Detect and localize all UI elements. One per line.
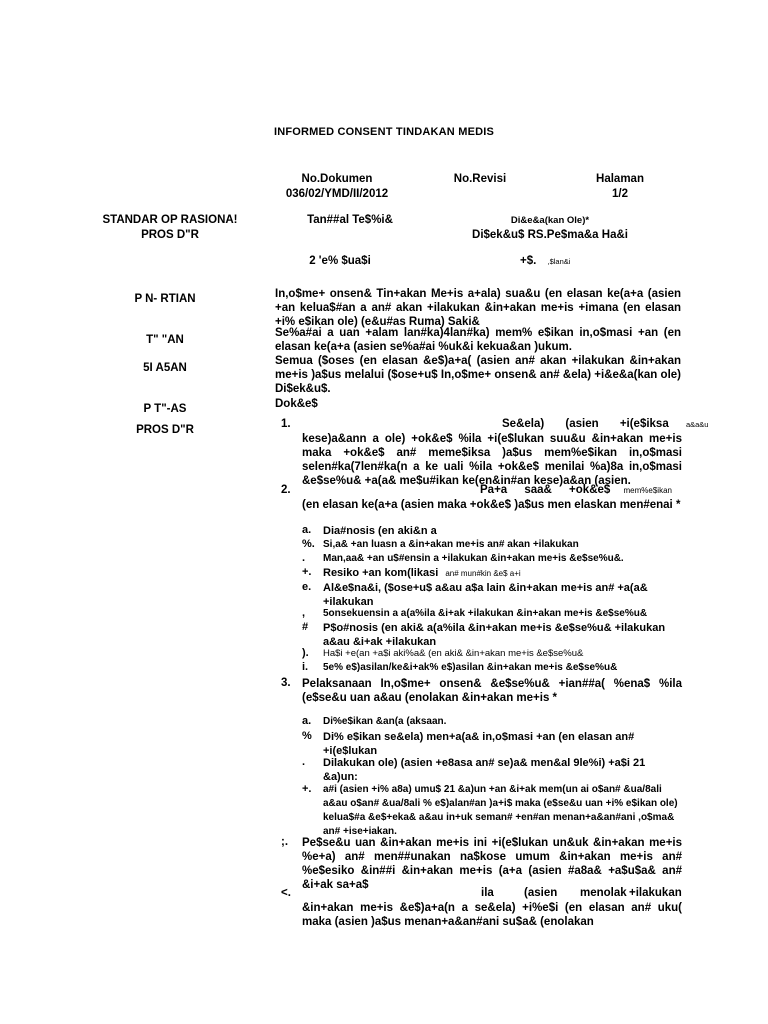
row3-right — [520, 254, 600, 269]
item2-sub-text: Si,a& +an luasn a &in+akan me+is an# akan +ilakukan — [323, 539, 579, 550]
item1-text: kese)a&ann a ole) +ok&e$ %ila +i(e$lukan suu&u &in+akan me+is maka +ok&e$ an# meme$iksa )a$us mem%e$ikan in,o$masi selen#ka(7len#ka(n a ke uali %ila +ok&e$ menilai %a)8a in,o$masi &e$se%u& +a(a& me$u#ikan ke(en&in#an kese)a&an (asien. — [302, 433, 682, 487]
item5-number: <. — [281, 887, 291, 899]
standar-label-line2: PROS D"R — [141, 229, 199, 241]
item3-sub-text: Dilakukan ole) (asien +e8asa an# se)a& men&al 9le%i) +a$i 21 &a)un: — [323, 757, 646, 783]
section-label-tujuan: T" "AN — [146, 334, 184, 346]
item3-number: 3. — [281, 677, 291, 689]
item5-head-left: ila — [481, 887, 494, 899]
item3-sub-mark: . — [302, 756, 306, 768]
section-text-tujuan: Se%a#ai a uan +alam lan#ka)4lan#ka) mem% e$ikan in,o$masi +an (en elasan ke(a+a (asien se%a#ai %uk&i kekua&an )ukum. — [275, 327, 681, 353]
standar-label — [85, 213, 255, 243]
halaman-value: 1/2 — [612, 188, 628, 200]
item3-sub-mark: +. — [302, 783, 312, 795]
item3-sub-text: Di% e$ikan se&ela) men+a(a& in,o$masi +an (en elasan an# +i(e$lukan — [323, 731, 635, 757]
item2-sub-text-small: an# mun#kin &e$ a+i — [445, 569, 521, 578]
row3-left: 2 'e% $ua$i — [309, 255, 371, 267]
item5-head-right2: +ilakukan — [629, 887, 682, 899]
item1-head-small: a&a&u — [685, 420, 709, 429]
item3-sub-mark: a. — [302, 715, 312, 727]
section-text-petugas: Dok&e$ — [275, 398, 318, 410]
no-dokumen-label: No.Dokumen — [301, 173, 373, 185]
item3-sub-text: a#i (asien +i% a8a) umu$ 21 &a)un +an &i+ak mem(un ai o$an# &ua/8ali a&au o$an# &ua/8ali % e$)alan#an )a+i$ maka (e$se&u uan +i% e$ikan ole) kelua$#a &e$+eka& a&au in+uk seman# +en#an menan+a&an#ani ,o$ma& an# +ise+iakan. — [323, 784, 678, 837]
halaman-block — [580, 172, 660, 202]
section-text-kebijakan: Semua ($oses (en elasan &e$)a+a( (asien an# akan +ilakukan &in+akan me+is )a$us melalui ($ose+u$ In,o$me+ onsen& an# &ela) +i&e&a(kan ole) Di$ek&u$. — [275, 355, 681, 395]
item2-sub-text: Al&e$na&i, ($ose+u$ a&au a$a lain &in+akan me+is an# +a(a& +ilakukan — [323, 582, 648, 608]
item2-sub-text: 5e% e$)asilan/ke&i+ak% e$)asilan &in+akan me+is &e$se%u& — [323, 662, 618, 673]
item2-sub-mark: i. — [302, 661, 309, 673]
item2-sub-mark: , — [302, 607, 306, 619]
document-title: INFORMED CONSENT TINDAKAN MEDIS — [273, 126, 495, 138]
section-label-pengertian: P N- RTIAN — [134, 293, 196, 305]
item1-number: 1. — [281, 418, 291, 430]
tanggal-terbit: Tan##al Te$%i& — [307, 214, 393, 226]
item2-sub-mark: a. — [302, 524, 312, 536]
item2-sub-text — [323, 566, 683, 581]
item3-sub-text: Di%e$ikan &an(a (aksaan. — [323, 716, 447, 727]
section-label-petugas: P T"-AS — [143, 403, 187, 415]
section-label-kebijakan: 5I A5AN — [143, 362, 187, 374]
item2-head-small: mem%e$ikan — [623, 486, 672, 495]
item2-sub-text: P$o#nosis (en aki& a(a%ila &in+akan me+is &e$se%u& +ilakukan a&au &i+ak +ilakukan — [323, 622, 666, 648]
no-dokumen-value: 036/02/YMD/II/2012 — [285, 188, 389, 200]
item2-sub-mark: +. — [302, 566, 312, 578]
item2-text: (en elasan ke(a+a (asien maka +ok&e$ )a$us men elaskan men#enai * — [302, 499, 681, 511]
item3-text: Pelaksanaan In,o$me+ onsen& &e$se%u& +ian##a( %ena$ %ila (e$se&u uan a&au (enolakan &in+akan me+is * — [302, 678, 682, 704]
no-revisi-block — [440, 172, 520, 187]
item5-head-mid: (asien — [524, 887, 558, 899]
item2-sub-mark: ). — [302, 647, 309, 659]
item2-sub-text: Man,aa& +an u$#ensin a +ilakukan &in+akan me+is &e$se%u&. — [323, 553, 624, 564]
item2-sub-mark: # — [302, 621, 309, 633]
ditetapkan-line1: Di&e&a(kan Ole)* — [510, 215, 590, 226]
halaman-label: Halaman — [596, 173, 644, 185]
standar-label-line1: STANDAR OP RASIONA! — [102, 214, 238, 226]
section-text-pengertian: In,o$me+ onsen& Tin+akan Me+is a+ala) sua&u (en elasan ke(a+a (asien +an kelua$#an a an# akan +ilakukan &in+akan me+is +imana (en elasan +i% e$ikan ole) (e&u#as Ruma) Saki& — [275, 288, 681, 328]
section-label-prosedur: PROS D"R — [136, 424, 194, 436]
item1-head — [502, 418, 708, 430]
item5-text: &in+akan me+is &e$)a+a(n a se&ela) +i%e$i (en elasan an# uku( maka (asien )a$us menan+a&an#ani su$a& (enolakan — [302, 902, 682, 928]
item2-head-text: Pa+a saa& +ok&e$ — [480, 484, 611, 496]
item2-sub-text: 5onsekuensin a a(a%ila &i+ak +ilakukan &in+akan me+is &e$se%u& — [323, 608, 648, 619]
no-revisi-label: No.Revisi — [453, 173, 507, 185]
item3-sub-mark: % — [302, 730, 312, 742]
ditetapkan-block — [455, 213, 645, 243]
item2-sub-mark: %. — [302, 538, 315, 550]
item2-sub-text-main: Resiko +an kom(likasi — [323, 567, 439, 579]
item2-sub-mark: . — [302, 552, 306, 564]
ditetapkan-line2: Di$ek&u$ RS.Pe$ma&a Ha&i — [472, 229, 628, 241]
row3-right-main: +$. — [520, 255, 537, 267]
item4-number: ;. — [281, 836, 289, 848]
no-dokumen-block — [262, 172, 412, 202]
item2-sub-mark: e. — [302, 581, 312, 593]
row3-right-small: ,$lan&i — [547, 257, 571, 266]
item5-head-right1: menolak — [580, 887, 627, 899]
item4-text: Pe$se&u uan &in+akan me+is ini +i(e$lukan un&uk &in+akan me+is %e+a) an# men##unakan na$kose umum &in+akan me+is an# %e$esiko &in##i &in+akan me+is (a+a (asien #a8a& +a$u$a& an# &i+ak sa+a$ — [302, 837, 682, 891]
item2-sub-text: Ha$i +e(an +a$i aki%a& (en aki& &in+akan me+is &e$se%u& — [323, 648, 584, 659]
item1-head-text: Se&ela) (asien +i(e$iksa — [502, 418, 669, 430]
item2-sub-text: Dia#nosis (en aki&n a — [323, 525, 437, 537]
item2-number: 2. — [281, 484, 291, 496]
item2-head — [480, 484, 672, 496]
